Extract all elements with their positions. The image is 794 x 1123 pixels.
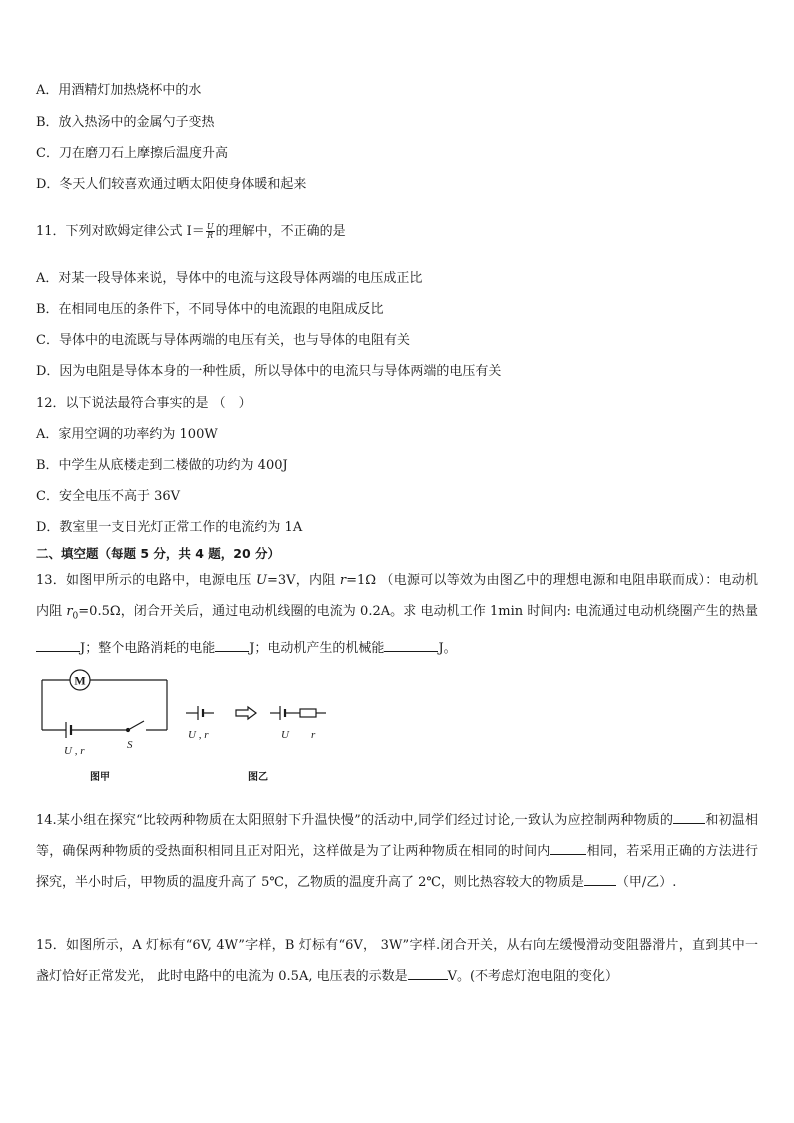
q12-option-d: D．教室里一支日光灯正常工作的电流约为 1A [36,520,303,535]
jia-source-label: U , r [64,745,85,757]
q12-stem: 12．以下说法最符合事实的是 （ ） [36,396,252,411]
q10-option-a: A．用酒精灯加热烧杯中的水 [36,83,202,98]
q13-blank-energy[interactable] [215,637,249,652]
q13-blank-mechanical[interactable] [384,637,438,652]
ohm-fraction [206,223,215,240]
q11-stem-suffix: 的理解中，不正确的是 [215,224,346,239]
yi-source-label: U , r [188,729,209,741]
q15-text [36,930,758,992]
q13-var-r0: r [66,604,73,619]
q10-option-b: B．放入热汤中的金属勺子变热 [36,115,215,130]
section-fill-in-blank-title: 二、填空题（每题 5 分，共 4 题，20 分） [36,546,281,561]
jia-caption: 图甲 [90,772,110,783]
q13-part-1: 13．如图甲所示的电路中，电源电压 [36,573,256,588]
q13-part-3: =1Ω （电源可以等效为由图乙中的理想电源和电阻串联而成）：电动机内阻 [36,573,758,619]
q12-option-b: B．中学生从底楼走到二楼做的功约为 400J [36,458,288,473]
q14-text [36,805,758,898]
circuit-figure [34,666,344,786]
q13-part-4: =0.5Ω，闭合开关后，通过电动机线圈的电流为 0.2A。求 电动机工作 1min 时间内: 电流通过电动机绕圈产生的热量 [78,604,758,619]
q11-option-b: B．在相同电压的条件下，不同导体中的电流跟的电阻成反比 [36,302,384,317]
q15-part-2: V。(不考虑灯泡电阻的变化） [447,969,619,984]
q12-option-a: A．家用空调的功率约为 100W [36,427,218,442]
q13-part-2: =3V，内阻 [266,573,340,588]
q13-var-r: r [339,573,347,588]
q13-part-7: J。 [438,640,457,656]
q13-var-u: U [255,573,267,588]
q11-option-a: A．对某一段导体来说，导体中的电流与这段导体两端的电压成正比 [36,271,423,286]
q13-text [36,565,758,664]
q10-option-d: D．冬天人们较喜欢通过晒太阳使身体暖和起来 [36,177,307,192]
fraction-numerator: U [206,222,214,231]
yi-u-label: U [281,729,289,741]
figure-yi-circuit [186,706,326,720]
q14-blank-heat-absorbed[interactable] [550,840,586,855]
equivalence-arrow-icon [236,707,256,719]
q11-option-c: C．导体中的电流既与导体两端的电压有关，也与导体的电阻有关 [36,333,410,348]
q13-blank-heat[interactable] [36,637,80,652]
q15-part-1: 15．如图所示，A 灯标有“6V, 4W”字样，B 灯标有“6V， 3W”字样.闭合开关，从右向左缓慢滑动变阻器滑片，直到其中一盏灯恰好正常发光， 此时电路中的电流为 0.5A, 电压表的示数是 [36,938,758,984]
yi-r-label: r [311,729,316,741]
yi-caption: 图乙 [248,772,268,783]
q14-part-1: 14.某小组在探究“比较两种物质在太阳照射下升温快慢”的活动中,同学们经过讨论,一致认为应控制两种物质的 [36,813,674,828]
q14-part-2: 和初温相等，确保两种物质的受热面积相同且正对阳光，这样做是为了让两种物质在相同的时间内 [36,813,758,859]
q14-blank-substance[interactable] [584,871,616,886]
q13-part-5: J；整个电路消耗的电能 [80,640,216,656]
q14-part-3: 相同，若采用正确的方法进行探究，半小时后，甲物质的温度升高了 5℃，乙物质的温度升高了 2℃，则比热容较大的物质是 [36,844,758,890]
q13-var-r0-sub: 0 [72,611,79,622]
q11-stem [36,223,346,240]
q13-part-6: J；电动机产生的机械能 [249,640,385,656]
q10-option-c: C．刀在磨刀石上摩擦后温度升高 [36,146,228,161]
q11-stem-prefix: 11．下列对欧姆定律公式 I＝ [36,224,205,239]
q14-blank-mass[interactable] [673,809,705,824]
switch-label: S [127,739,133,751]
q11-option-d: D．因为电阻是导体本身的一种性质，所以导体中的电流只与导体两端的电压有关 [36,364,502,379]
motor-symbol: M [74,673,86,688]
q12-option-c: C．安全电压不高于 36V [36,489,181,504]
q14-part-4: （甲/乙）. [615,875,677,890]
fraction-denominator: R [207,231,214,240]
q15-blank-voltage[interactable] [408,965,448,980]
figure-jia-circuit [42,670,167,738]
resistor-icon [300,709,316,717]
